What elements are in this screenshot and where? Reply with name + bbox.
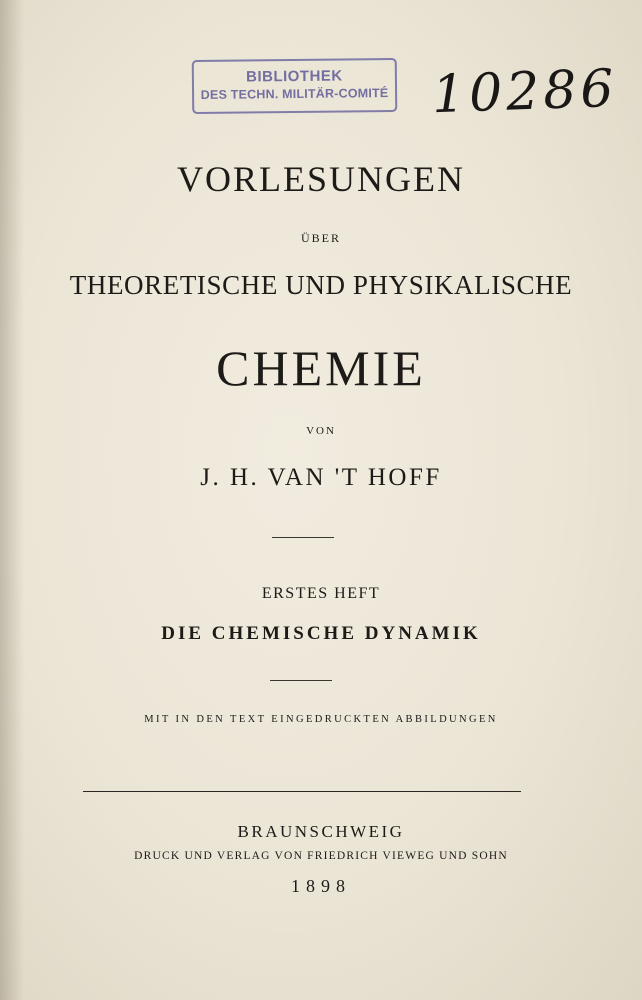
part-label: ERSTES HEFT [261,585,381,602]
stamp-line-1: BIBLIOTHEK [245,67,343,86]
imprint-year: 1898 [291,876,351,896]
part-title: DIE CHEMISCHE DYNAMIK [161,623,481,644]
library-stamp [192,58,398,114]
divider-short-bottom [270,680,332,681]
author-prefix: VON [306,425,336,437]
divider-short-top [272,537,334,538]
stamp-line-2: DES TECHN. MILITÄR-COMITÉ [200,86,389,102]
divider-long [83,791,521,792]
imprint-publisher: DRUCK UND VERLAG VON FRIEDRICH VIEWEG UND SOHN [134,850,508,862]
illustrations-note: MIT IN DEN TEXT EINGEDRUCKTEN ABBILDUNGEN [144,714,498,725]
imprint-city: BRAUNSCHWEIG [237,822,405,841]
book-subtitle: THEORETISCHE UND PHYSIKALISCHE [69,270,573,300]
book-title: VORLESUNGEN [177,159,465,199]
book-main-word: CHEMIE [216,340,426,396]
title-connector: ÜBER [300,231,341,245]
author-name: J. H. VAN 'T HOFF [200,464,442,491]
handwritten-shelfmark: 10286 [431,58,619,126]
